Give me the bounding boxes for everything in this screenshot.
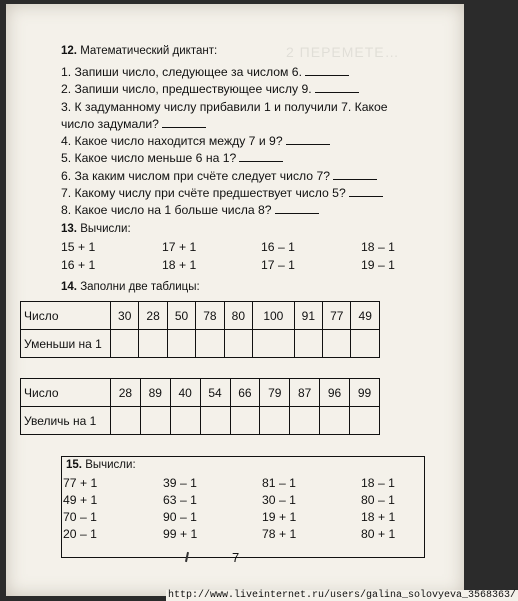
- answer-cell: [140, 407, 170, 435]
- expression: 49 + 1: [63, 493, 98, 507]
- expression: 90 – 1: [163, 510, 197, 524]
- exercise-14-title: Заполни две таблицы:: [80, 281, 200, 293]
- table-row-numbers: [21, 379, 380, 407]
- table-cell: 89: [140, 379, 170, 407]
- expression: 17 – 1: [261, 258, 295, 272]
- answer-cell: [111, 407, 141, 435]
- table-cell: 66: [230, 379, 260, 407]
- table-cell: 28: [111, 379, 141, 407]
- question-4: 4. Какое число находится между 7 и 9?: [61, 133, 421, 150]
- table-row-numbers: [21, 302, 380, 330]
- answer-blank: [349, 186, 383, 197]
- answer-cell: [139, 330, 167, 358]
- source-url: http://www.liveinternet.ru/users/galina_solovyeva_3568363/: [168, 590, 517, 601]
- answer-blank: [162, 117, 206, 128]
- table-cell: 79: [260, 379, 290, 407]
- table-cell: 91: [294, 302, 322, 330]
- question-3: 3. К задуманному числу прибавили 1 и получили 7. Какое число задумали?: [61, 99, 388, 131]
- table-cell: 99: [350, 379, 380, 407]
- expression: 16 – 1: [261, 240, 295, 254]
- table-label: Уменьши на 1: [21, 330, 111, 358]
- table-cell: 30: [111, 302, 139, 330]
- expression: 80 + 1: [361, 527, 396, 541]
- expression: 80 – 1: [361, 493, 395, 507]
- expression: 39 – 1: [163, 476, 197, 490]
- answer-blank: [239, 151, 283, 162]
- expression: 20 – 1: [63, 527, 97, 541]
- expression: 70 – 1: [63, 510, 97, 524]
- table-cell: 28: [139, 302, 167, 330]
- workbook-page: [6, 4, 517, 601]
- exercise-12-number: 12.: [61, 45, 77, 57]
- answer-cell: [111, 330, 139, 358]
- exercise-15-number: 15.: [66, 459, 82, 471]
- answer-cell: [350, 407, 380, 435]
- expression: 19 – 1: [361, 258, 395, 272]
- answer-blank: [286, 134, 330, 145]
- answer-cell: [351, 330, 380, 358]
- table-cell: 40: [170, 379, 200, 407]
- answer-cell: [224, 330, 252, 358]
- question-2: 2. Запиши число, предшествующее числу 9.: [61, 81, 421, 98]
- question-8: 8. Какое число на 1 больше числа 8?: [61, 202, 421, 219]
- exercise-15-title: Вычисли:: [85, 459, 136, 471]
- table-add-one: [20, 378, 380, 435]
- table-cell: 78: [196, 302, 224, 330]
- answer-cell: [323, 330, 351, 358]
- exercise-13-number: 13.: [61, 223, 77, 235]
- table-row-answers: [21, 330, 380, 358]
- answer-cell: [290, 407, 320, 435]
- table-cell: 96: [320, 379, 350, 407]
- question-7: 7. Какому числу при счёте предшествует число 5?: [61, 185, 421, 202]
- answer-blank: [275, 203, 319, 214]
- dictation-questions: [61, 64, 421, 220]
- table-cell: 80: [224, 302, 252, 330]
- exercise-14-heading: [61, 281, 200, 293]
- table-cell: 54: [200, 379, 230, 407]
- answer-cell: [196, 330, 224, 358]
- exercise-12-heading: [61, 45, 217, 57]
- table-cell: 100: [253, 302, 295, 330]
- table-cell: 87: [290, 379, 320, 407]
- exercise-14-number: 14.: [61, 281, 77, 293]
- answer-cell: [170, 407, 200, 435]
- exercise-15-frame: [61, 456, 425, 558]
- answer-cell: [167, 330, 195, 358]
- answer-blank: [315, 82, 359, 93]
- question-6: 6. За каким числом при счёте следует число 7?: [61, 168, 421, 185]
- exercise-15-heading: [66, 459, 136, 471]
- expression: 16 + 1: [61, 258, 96, 272]
- expression: 18 + 1: [361, 510, 396, 524]
- expression: 81 – 1: [262, 476, 296, 490]
- answer-cell: [200, 407, 230, 435]
- answer-cell: [253, 330, 295, 358]
- answer-cell: [230, 407, 260, 435]
- answer-blank: [333, 169, 377, 180]
- table-label: Увеличь на 1: [21, 407, 111, 435]
- table-row-answers: [21, 407, 380, 435]
- table-label: Число: [21, 302, 111, 330]
- question-5: 5. Какое число меньше 6 на 1?: [61, 150, 421, 167]
- expression: 63 – 1: [163, 493, 197, 507]
- expression: 17 + 1: [162, 240, 197, 254]
- expression: 99 + 1: [163, 527, 198, 541]
- expression: 15 + 1: [61, 240, 96, 254]
- question-1: 1. Запиши число, следующее за числом 6.: [61, 64, 421, 81]
- table-label: Число: [21, 379, 111, 407]
- expression: 18 – 1: [361, 476, 395, 490]
- answer-cell: [294, 330, 322, 358]
- exercise-12-title: Математический диктант:: [80, 45, 218, 57]
- exercise-13-heading: [61, 223, 131, 235]
- expression: 78 + 1: [262, 527, 297, 541]
- bleed-through-text: 2 ПЕРЕМЕТЕ…: [286, 44, 400, 60]
- expression: 18 + 1: [162, 258, 197, 272]
- answer-cell: [260, 407, 290, 435]
- table-subtract-one: [20, 301, 380, 358]
- page-number: 7: [232, 550, 240, 565]
- table-cell: 49: [351, 302, 380, 330]
- table-cell: 77: [323, 302, 351, 330]
- table-cell: 50: [167, 302, 195, 330]
- expression: 18 – 1: [361, 240, 395, 254]
- expression: 19 + 1: [262, 510, 297, 524]
- answer-cell: [320, 407, 350, 435]
- expression: 30 – 1: [262, 493, 296, 507]
- expression: 77 + 1: [63, 476, 98, 490]
- answer-blank: [305, 65, 349, 76]
- exercise-13-title: Вычисли:: [80, 223, 131, 235]
